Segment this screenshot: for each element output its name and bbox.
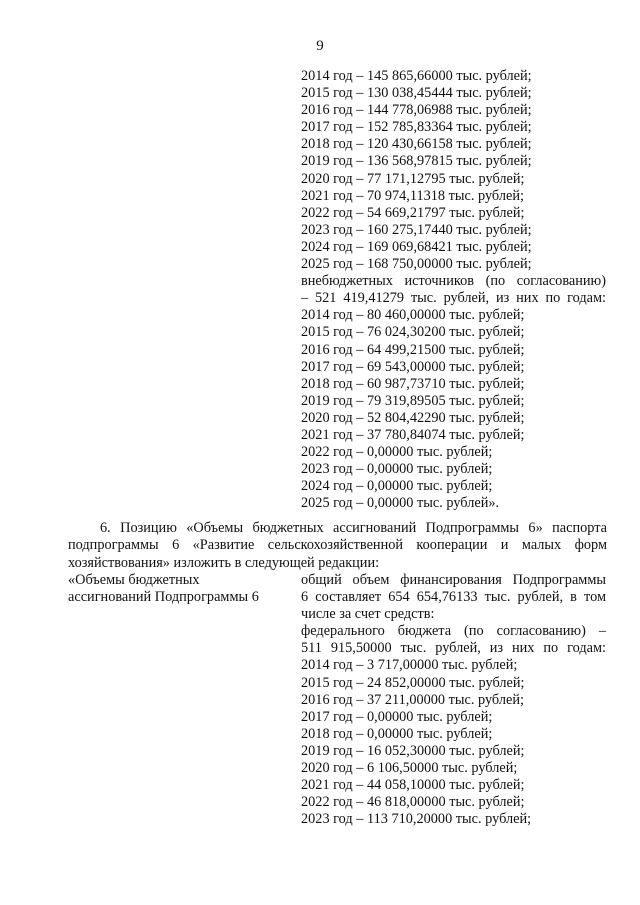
text-line: 2023 год – 113 710,20000 тыс. рублей; — [301, 811, 532, 828]
text-line: 6 составляет 654 654,76133 тыс. рублей, в том — [301, 589, 606, 606]
text-line: 2020 год – 6 106,50000 тыс. рублей; — [301, 760, 518, 777]
text-line: 2025 год – 0,00000 тыс. рублей». — [301, 495, 500, 512]
text-line: 2024 год – 169 069,68421 тыс. рублей; — [301, 238, 532, 255]
text-line: 2021 год – 70 974,11318 тыс. рублей; — [301, 187, 524, 204]
text-line: 2021 год – 37 780,84074 тыс. рублей; — [301, 426, 525, 443]
text-line: внебюджетных источников (по согласованию) — [301, 273, 606, 290]
text-line: 2019 год – 16 052,30000 тыс. рублей; — [301, 742, 525, 759]
text-line: 2025 год – 168 750,00000 тыс. рублей; — [301, 256, 532, 273]
text-line: 2020 год – 77 171,12795 тыс. рублей; — [301, 170, 525, 187]
text-line: 2021 год – 44 058,10000 тыс. рублей; — [301, 777, 525, 794]
text-line: 2015 год – 76 024,30200 тыс. рублей; — [301, 324, 525, 341]
text-line: 2018 год – 0,00000 тыс. рублей; — [301, 725, 493, 742]
text-line: 2022 год – 46 818,00000 тыс. рублей; — [301, 794, 525, 811]
text-line: 2014 год – 3 717,00000 тыс. рублей; — [301, 657, 518, 674]
text-line: 2016 год – 37 211,00000 тыс. рублей; — [301, 691, 524, 708]
text-line: подпрограммы 6 «Развитие сельскохозяйственной кооперации и малых форм — [68, 537, 607, 554]
table-left-cell — [68, 572, 283, 606]
text-line: 2014 год – 80 460,00000 тыс. рублей; — [301, 307, 525, 324]
text-line: 2014 год – 145 865,66000 тыс. рублей; — [301, 68, 532, 84]
text-line: 2023 год – 0,00000 тыс. рублей; — [301, 461, 493, 478]
text-line: 2022 год – 0,00000 тыс. рублей; — [301, 444, 493, 461]
text-line: ассигнований Подпрограммы 6 — [68, 589, 259, 606]
funding-years-block — [301, 68, 606, 512]
text-line: – 521 419,41279 тыс. рублей, из них по годам: — [301, 290, 606, 307]
paragraph-6 — [68, 520, 607, 572]
text-line: «Объемы бюджетных — [68, 572, 200, 588]
text-line: 2022 год – 54 669,21797 тыс. рублей; — [301, 204, 525, 221]
text-line: 2023 год – 160 275,17440 тыс. рублей; — [301, 221, 532, 238]
table-right-cell — [301, 572, 606, 828]
text-line: 2017 год – 152 785,83364 тыс. рублей; — [301, 119, 532, 136]
text-line: общий объем финансирования Подпрограммы — [301, 572, 606, 588]
text-line: 2020 год – 52 804,42290 тыс. рублей; — [301, 409, 525, 426]
text-line: 2015 год – 24 852,00000 тыс. рублей; — [301, 674, 525, 691]
text-line: федерального бюджета (по согласованию) – — [301, 623, 606, 640]
page-number: 9 — [316, 38, 324, 54]
text-line: 2018 год – 60 987,73710 тыс. рублей; — [301, 375, 525, 392]
text-line: 2017 год – 69 543,00000 тыс. рублей; — [301, 358, 525, 375]
text-line: 6. Позицию «Объемы бюджетных ассигнований Подпрограммы 6» паспорта — [100, 520, 607, 536]
text-line: 2016 год – 144 778,06988 тыс. рублей; — [301, 102, 532, 119]
text-line: 2018 год – 120 430,66158 тыс. рублей; — [301, 136, 532, 153]
text-line: 2019 год – 79 319,89505 тыс. рублей; — [301, 392, 525, 409]
text-line: 2015 год – 130 038,45444 тыс. рублей; — [301, 85, 532, 102]
text-line: числе за счет средств: — [301, 606, 435, 623]
text-line: 511 915,50000 тыс. рублей, из них по годам: — [301, 640, 606, 657]
text-line: 2019 год – 136 568,97815 тыс. рублей; — [301, 153, 532, 170]
text-line: 2024 год – 0,00000 тыс. рублей; — [301, 478, 493, 495]
text-line: 2017 год – 0,00000 тыс. рублей; — [301, 708, 493, 725]
text-line: хозяйствования» изложить в следующей редакции: — [68, 554, 380, 571]
text-line: 2016 год – 64 499,21500 тыс. рублей; — [301, 341, 525, 358]
